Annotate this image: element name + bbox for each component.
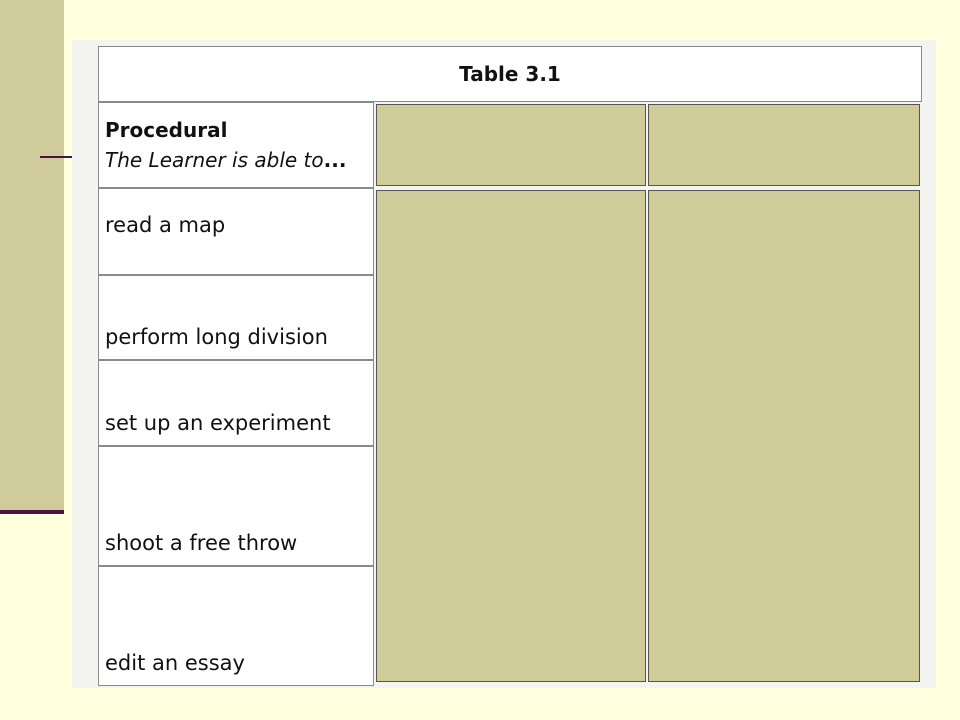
- blank-column-3: [648, 190, 920, 682]
- header-subtitle-italic: The Learner is able to: [105, 148, 324, 172]
- header-subtitle: [105, 145, 367, 175]
- accent-tick: [40, 156, 72, 158]
- table-title-text: Table 3.1: [459, 62, 561, 86]
- header-cell: [98, 102, 374, 188]
- header-blank-cell-2: [376, 104, 646, 186]
- skill-row-4: [98, 446, 374, 566]
- left-band-rule: [0, 510, 64, 514]
- header-title: Procedural: [105, 118, 228, 142]
- table-title: [98, 46, 922, 102]
- skill-row-1: [98, 188, 374, 275]
- header-blank-cell-3: [648, 104, 920, 186]
- skill-label: read a map: [105, 213, 226, 237]
- skill-label: edit an essay: [105, 651, 245, 675]
- blank-column-2: [376, 190, 646, 682]
- skill-row-3: [98, 360, 374, 446]
- skill-row-5: [98, 566, 374, 686]
- skill-label: set up an experiment: [105, 411, 331, 435]
- left-decorative-band: [0, 0, 64, 510]
- skill-row-2: [98, 275, 374, 360]
- skill-label: perform long division: [105, 325, 328, 349]
- skill-label: shoot a free throw: [105, 531, 298, 555]
- header-subtitle-ellipsis: ...: [323, 148, 347, 172]
